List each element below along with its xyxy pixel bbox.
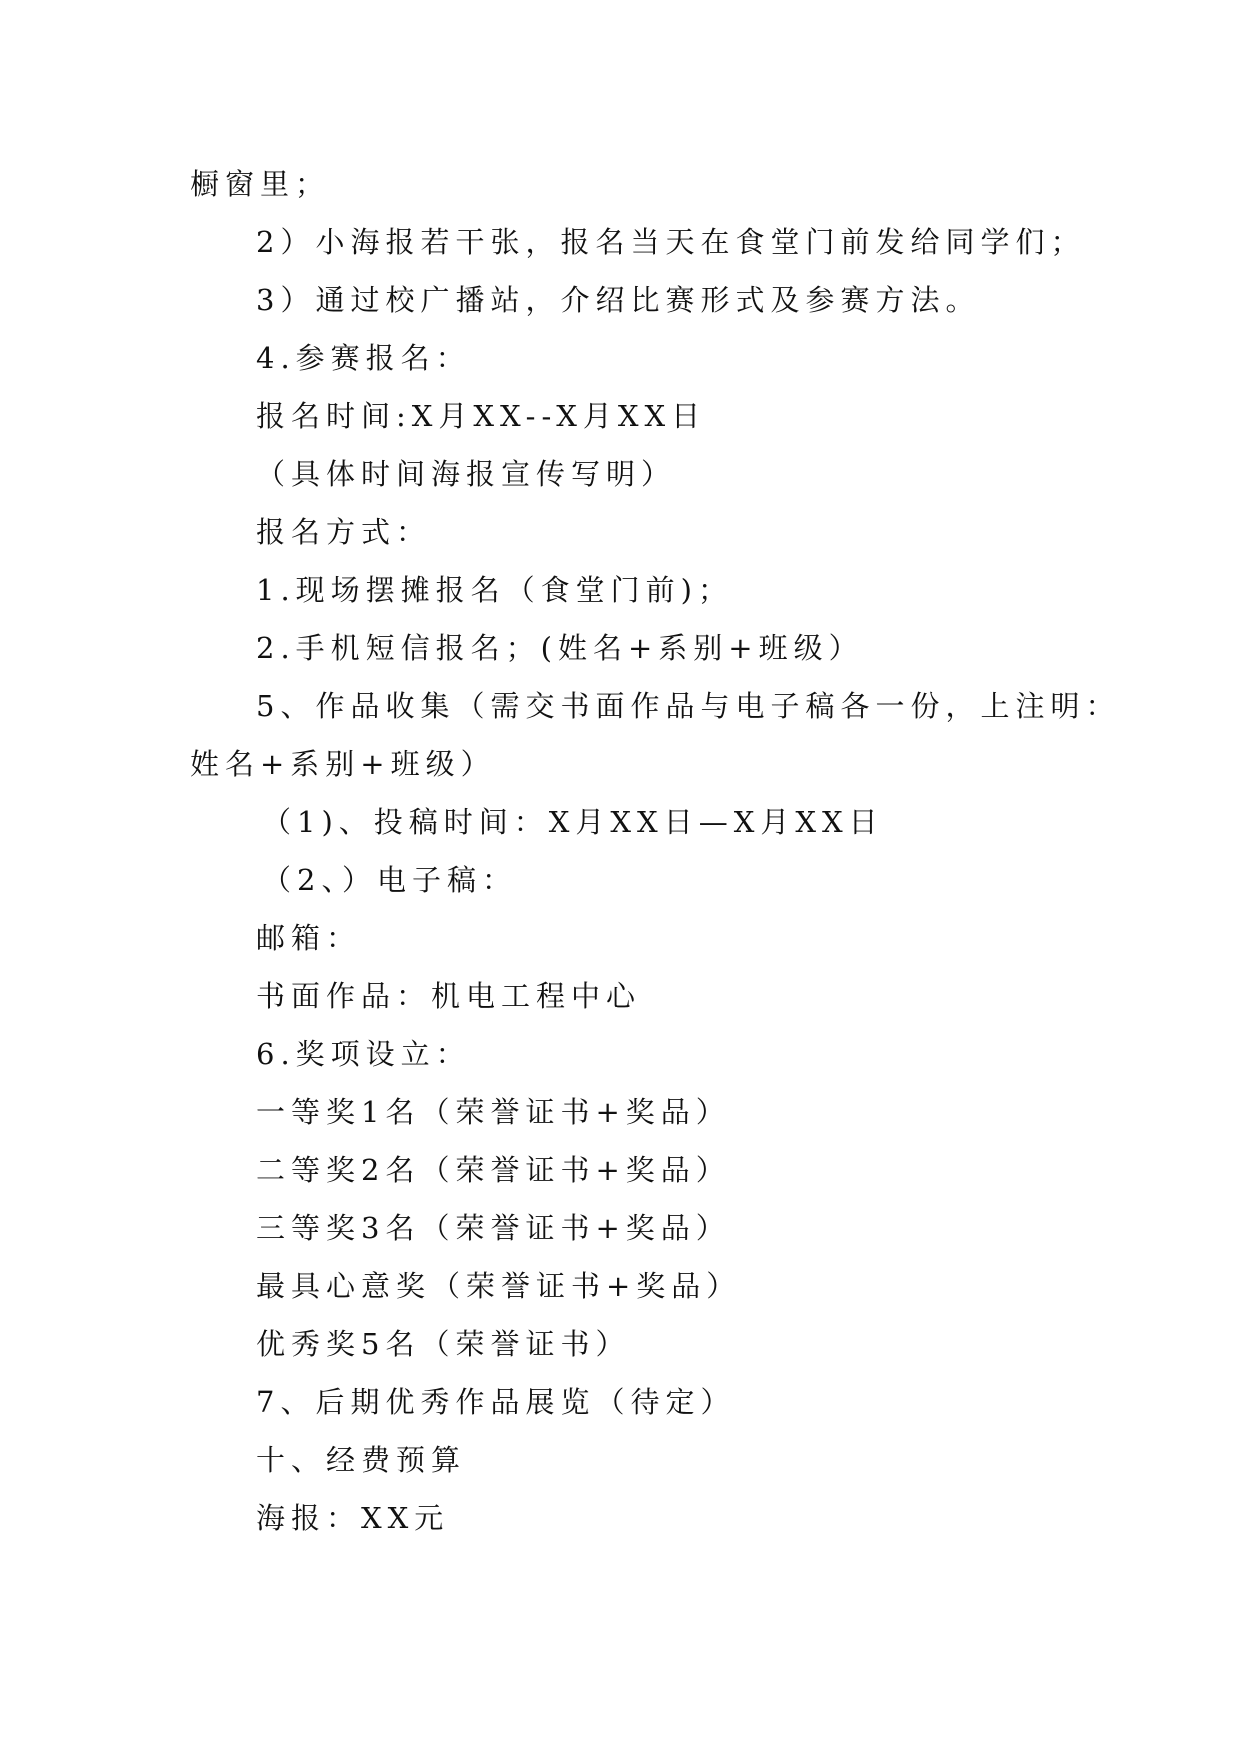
text-line: （具体时间海报宣传写明）: [256, 457, 677, 491]
text-line: 最具心意奖（荣誉证书+奖品）: [256, 1269, 742, 1303]
section-heading: 7、后期优秀作品展览（待定）: [256, 1385, 736, 1419]
text-line: （1)、投稿时间：X月XX日—X月XX日: [262, 805, 884, 839]
text-line: 二等奖2名（荣誉证书+奖品）: [256, 1153, 731, 1187]
text-line: 书面作品：机电工程中心: [256, 979, 642, 1013]
section-heading: 5、作品收集（需交书面作品与电子稿各一份，上注明：: [256, 689, 1121, 723]
text-line: 一等奖1名（荣誉证书+奖品）: [256, 1095, 731, 1129]
text-line: 姓名+系别+班级）: [190, 747, 496, 781]
text-line: 邮箱：: [256, 921, 362, 955]
text-line: 橱窗里；: [190, 167, 331, 201]
text-line: 三等奖3名（荣誉证书+奖品）: [256, 1211, 731, 1245]
text-line: 2）小海报若干张，报名当天在食堂门前发给同学们；: [256, 225, 1086, 259]
text-line: 3）通过校广播站，介绍比赛形式及参赛方法。: [256, 283, 981, 317]
section-heading: 6.奖项设立：: [256, 1037, 471, 1071]
section-heading: 4.参赛报名：: [256, 341, 471, 375]
text-line: 优秀奖5名（荣誉证书）: [256, 1327, 631, 1361]
text-line: （2、）电子稿：: [262, 863, 517, 897]
text-line: 海报：XX元: [256, 1501, 450, 1535]
text-line: 2.手机短信报名；(姓名+系别+班级）: [256, 631, 864, 665]
text-line: 报名方式：: [256, 515, 432, 549]
text-line: 1.现场摆摊报名（食堂门前)；: [256, 573, 733, 607]
section-heading: 十、经费预算: [256, 1443, 467, 1477]
text-line: 报名时间:X月XX--X月XX日: [256, 399, 707, 433]
